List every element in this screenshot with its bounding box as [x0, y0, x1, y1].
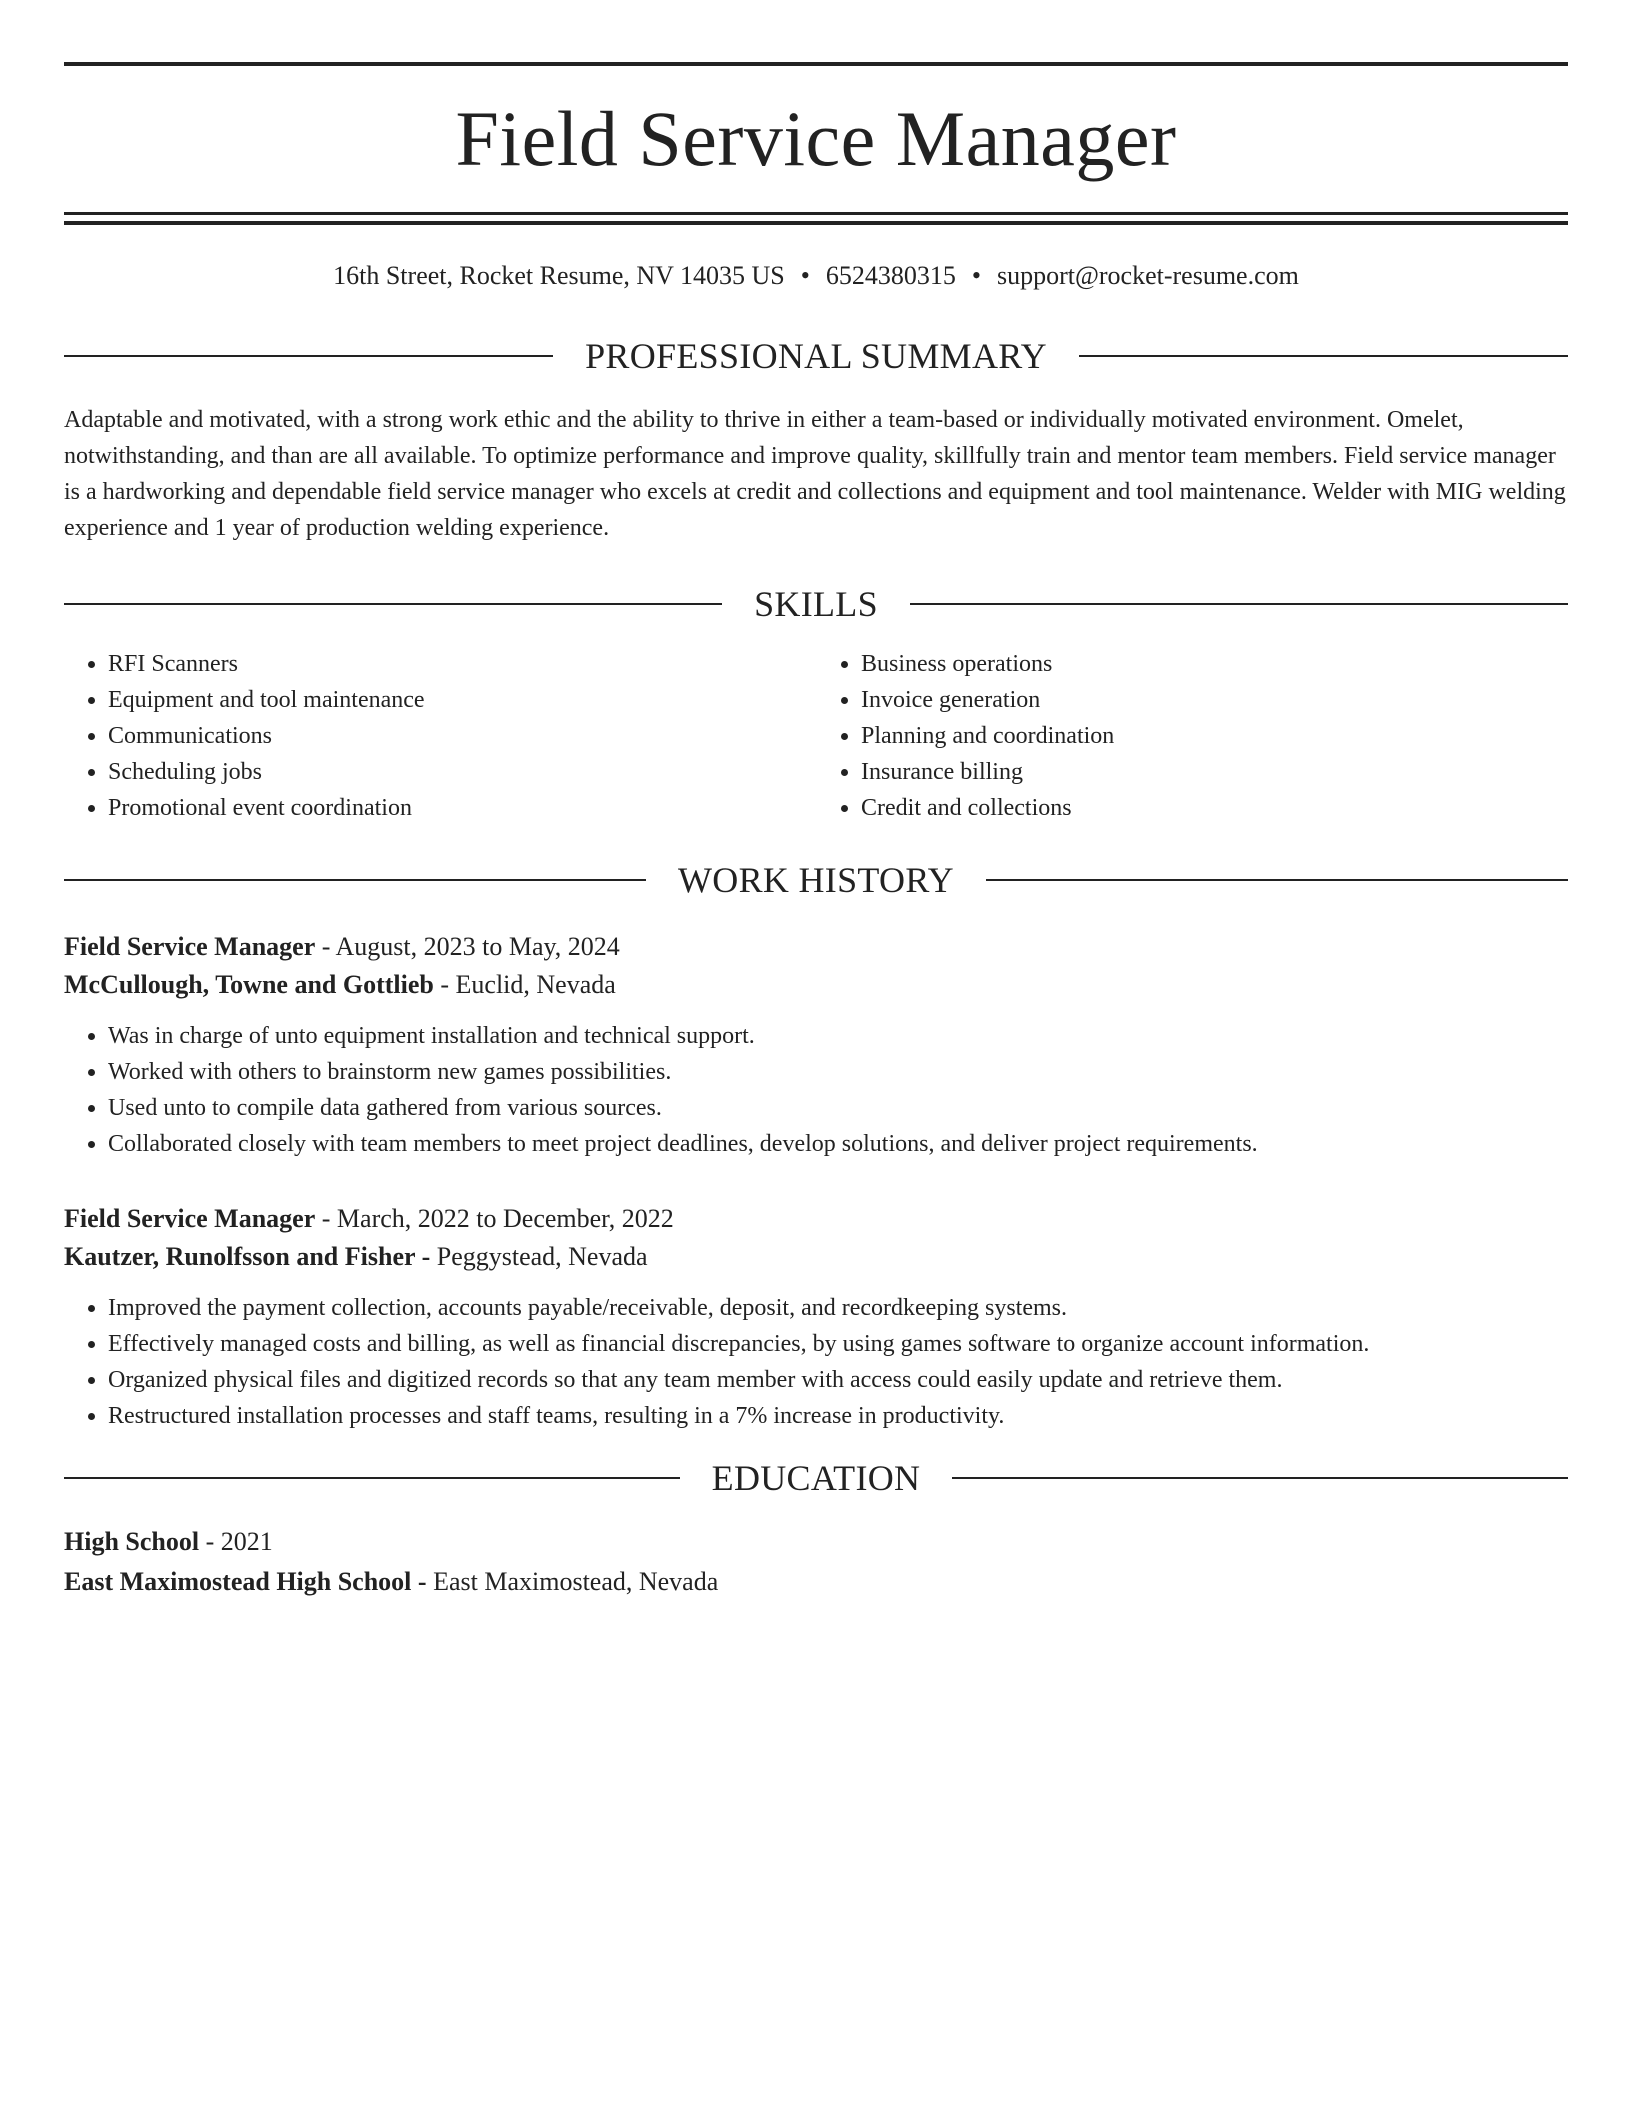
- heading-rule-right: [1079, 355, 1568, 357]
- skill-item: • Communications: [108, 718, 815, 754]
- contact-email: support@rocket-resume.com: [996, 261, 1299, 290]
- heading-rule-right: [952, 1477, 1568, 1479]
- job-company: Kautzer, Runolfsson and Fisher -: [64, 1242, 431, 1272]
- job-bullet: • Effectively managed costs and billing, as well as financial discrepancies, by using games software to organize account information.: [108, 1326, 1568, 1362]
- summary-text: Adaptable and motivated, with a strong work ethic and the ability to thrive in either a team-based or individually motivated environment. Omelet, notwithstanding, and than are all available. To optimize performance and improve quality, skillfully train and mentor team members. Field service manager is a hardworking and dependable field service manager who excels at credit and collections and equipment and tool maintenance. Welder with MIG welding experience and 1 year of production welding experience.: [64, 407, 1566, 542]
- heading-rule-left: [64, 1477, 680, 1479]
- resume-title: Field Service Manager: [455, 95, 1177, 182]
- education-heading-label: EDUCATION: [711, 1458, 921, 1499]
- heading-rule-right: [986, 879, 1568, 881]
- work-heading-label: WORK HISTORY: [678, 860, 954, 901]
- education-degree: High School: [64, 1527, 200, 1557]
- job-bullet: • Used unto to compile data gathered from various sources.: [108, 1090, 1568, 1126]
- job-company-line: [64, 966, 1568, 1004]
- job-entry: [64, 928, 1568, 1162]
- skill-item: • Invoice generation: [861, 682, 1568, 718]
- job-bullet: • Was in charge of unto equipment installation and technical support.: [108, 1018, 1568, 1054]
- skills-column-left: [64, 646, 815, 826]
- education-degree-line: [64, 1522, 1568, 1562]
- education-school: East Maximostead High School -: [64, 1567, 427, 1597]
- contact-address: 16th Street, Rocket Resume, NV 14035 US: [333, 261, 785, 290]
- job-dates: - March, 2022 to December, 2022: [321, 1204, 674, 1234]
- contact-separator: •: [800, 261, 810, 290]
- skill-item: • Scheduling jobs: [108, 754, 815, 790]
- work-heading: [64, 860, 1568, 901]
- job-company-line: [64, 1238, 1568, 1276]
- job-title-line: [64, 928, 1568, 966]
- education-location: East Maximostead, Nevada: [433, 1567, 719, 1597]
- contact-phone: 6524380315: [825, 261, 956, 290]
- job-dates: - August, 2023 to May, 2024: [321, 932, 620, 962]
- job-title: Field Service Manager: [64, 1204, 316, 1234]
- heading-rule-left: [64, 355, 553, 357]
- job-title: Field Service Manager: [64, 932, 316, 962]
- skill-item: • RFI Scanners: [108, 646, 815, 682]
- job-bullet: • Organized physical files and digitized records so that any team member with access could easily update and retrieve them.: [108, 1362, 1568, 1398]
- job-location: - Euclid, Nevada: [440, 970, 616, 1000]
- contact-line: [64, 260, 1568, 291]
- skill-item: • Insurance billing: [861, 754, 1568, 790]
- job-company: McCullough, Towne and Gottlieb: [64, 970, 434, 1000]
- job-bullets: [64, 1018, 1568, 1162]
- skills-heading-label: SKILLS: [754, 584, 878, 625]
- job-location: Peggystead, Nevada: [436, 1242, 648, 1272]
- education-school-line: [64, 1562, 1568, 1602]
- job-title-line: [64, 1200, 1568, 1238]
- skill-item: • Credit and collections: [861, 790, 1568, 826]
- heading-rule-left: [64, 603, 722, 605]
- skill-item: • Equipment and tool maintenance: [108, 682, 815, 718]
- education-year: - 2021: [205, 1527, 273, 1557]
- skills-list: [64, 646, 1568, 826]
- job-bullet: • Worked with others to brainstorm new games possibilities.: [108, 1054, 1568, 1090]
- skill-item: • Promotional event coordination: [108, 790, 815, 826]
- skills-column-right: [815, 646, 1568, 826]
- heading-rule-right: [910, 603, 1568, 605]
- skills-heading: [64, 584, 1568, 625]
- job-entry: [64, 1200, 1568, 1434]
- job-bullets: [64, 1290, 1568, 1434]
- top-rule: [64, 62, 1568, 66]
- summary-heading: [64, 336, 1568, 377]
- summary-heading-label: PROFESSIONAL SUMMARY: [585, 336, 1047, 377]
- skill-item: • Business operations: [861, 646, 1568, 682]
- skill-item: • Planning and coordination: [861, 718, 1568, 754]
- job-bullet: • Restructured installation processes and staff teams, resulting in a 7% increase in productivity.: [108, 1398, 1568, 1434]
- job-bullet: • Improved the payment collection, accounts payable/receivable, deposit, and recordkeeping systems.: [108, 1290, 1568, 1326]
- contact-separator: •: [971, 261, 981, 290]
- title-double-rule: [64, 212, 1568, 225]
- job-bullet: • Collaborated closely with team members to meet project deadlines, develop solutions, and deliver project requirements.: [108, 1126, 1568, 1162]
- education-heading: [64, 1458, 1568, 1499]
- heading-rule-left: [64, 879, 646, 881]
